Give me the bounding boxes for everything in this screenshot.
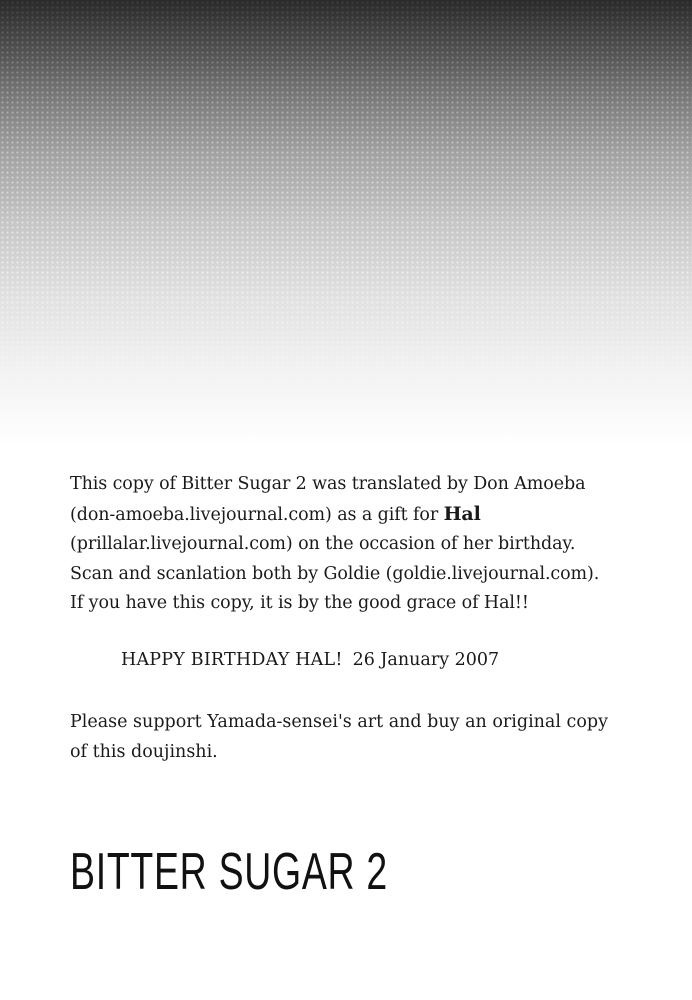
birthday-greeting xyxy=(121,650,499,670)
credits-line-4: Scan and scanlation both by Goldie (goldie.livejournal.com). xyxy=(70,563,600,584)
credits-line-2 xyxy=(70,500,670,531)
birthday-date: 26 January 2007 xyxy=(352,650,500,670)
birthday-message: HAPPY BIRTHDAY HAL! xyxy=(121,650,343,670)
support-line-2: of this doujinshi. xyxy=(70,741,218,762)
book-title: BITTER SUGAR 2 xyxy=(70,843,388,901)
support-notice xyxy=(70,708,670,767)
support-line-1: Please support Yamada-sensei's art and buy an original copy xyxy=(70,712,608,732)
credits-line-1: This copy of Bitter Sugar 2 was translated by Don Amoeba xyxy=(70,474,586,494)
credits-line-3: (prillalar.livejournal.com) on the occasion of her birthday. xyxy=(70,534,576,554)
halftone-dots xyxy=(0,0,692,445)
translation-credits xyxy=(70,470,670,619)
recipient-name: Hal xyxy=(443,502,481,525)
credits-line-5: If you have this copy, it is by the good grace of Hal!! xyxy=(70,593,529,613)
credits-line-2-text: (don-amoeba.livejournal.com) as a gift for xyxy=(70,504,444,525)
